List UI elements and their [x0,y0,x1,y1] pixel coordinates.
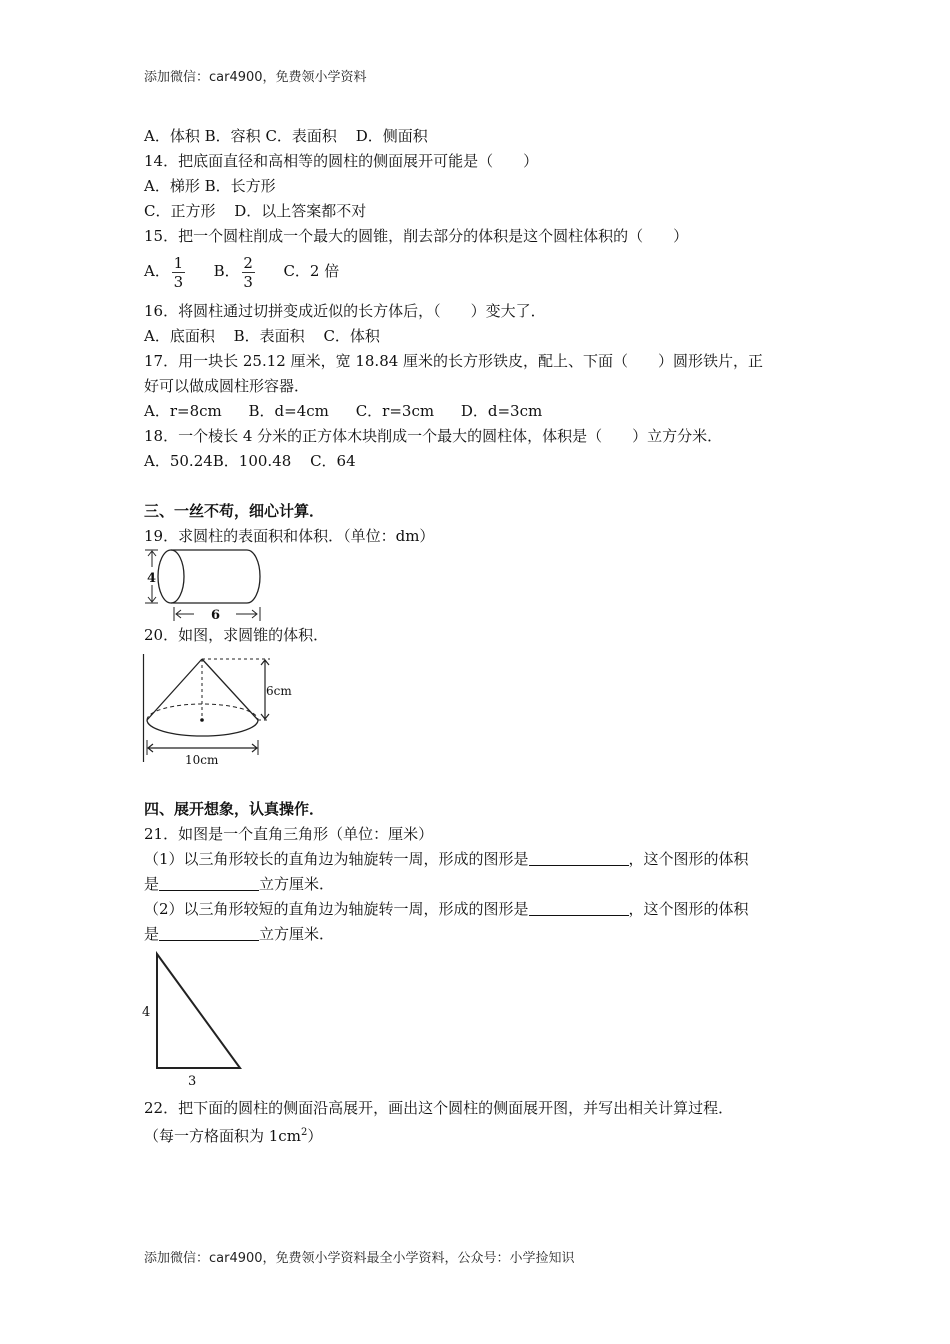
fraction-numerator: 1 [173,253,184,272]
q16-options [144,326,380,346]
q20-stem: 20．如图，求圆锥的体积． [144,626,329,644]
q17-option-b: B．d=4cm [248,402,329,420]
q21-stem: 21．如图是一个直角三角形（单位：厘米） [144,825,434,843]
q15-option-a-fraction [172,255,185,290]
q15-option-a-label: A． [144,262,170,280]
q13-option-c: C．表面积 [265,127,337,145]
q16-stem: 16．将圆柱通过切拼变成近似的长方体后，（ ）变大了． [144,302,546,320]
section-3-title: 三、一丝不苟，细心计算． [144,502,325,520]
q16-option-a: A．底面积 [144,327,215,345]
q14-options-row1 [144,176,276,196]
q13-option-b: B．容积 [204,127,261,145]
q17-stem-line1: 17．用一块长 25.12 厘米，宽 18.84 厘米的长方形铁皮，配上、下面（ ）圆形铁片，正 [144,352,764,370]
q13-options [144,126,428,146]
page-footer: 添加微信：car4900，免费领小学资料最全小学资料，公众号：小学捡知识 [144,1251,575,1266]
q21-part2-shape-blank[interactable] [529,900,629,916]
q22-stem: 22．把下面的圆柱的侧面沿高展开，画出这个圆柱的侧面展开图，并写出相关计算过程． [144,1099,734,1117]
q14-option-a: A．梯形 [144,177,200,195]
q19-height-label: 4 [147,571,157,586]
q21-part1-text: （1）以三角形较长的直角边为轴旋转一周，形成的图形是 [144,850,529,868]
q19-length-label: 6 [211,608,221,623]
q21-part2-volume-blank[interactable] [159,925,259,941]
q15-option-c: C．2 倍 [283,262,340,280]
q21-part1-line1 [144,849,749,869]
q20-cone-figure [142,654,302,766]
q14-option-d: D．以上答案都不对 [234,202,367,220]
q21-long-leg-label: 4 [142,1005,151,1020]
fraction-denominator: 3 [173,272,184,291]
q13-option-a: A．体积 [144,127,200,145]
q21-part1-unit: 立方厘米． [259,875,335,893]
q22-note-close: ） [307,1127,323,1145]
q16-option-c: C．体积 [323,327,380,345]
q21-part2-text: （2）以三角形较短的直角边为轴旋转一周，形成的图形是 [144,900,529,918]
q15-option-b-label: B． [213,262,240,280]
q18-options [144,451,356,471]
q17-option-c: C．r=3cm [355,402,435,420]
q16-option-b: B．表面积 [233,327,305,345]
fraction-denominator: 3 [243,272,253,291]
q21-part2-unit: 立方厘米． [259,925,335,943]
q14-options-row2 [144,201,366,221]
q13-option-d: D．侧面积 [355,127,428,145]
q17-option-a: A．r=8cm [144,402,222,420]
q14-stem: 14．把底面直径和高相等的圆柱的侧面展开可能是（ ） [144,152,539,170]
q18-option-c: C．64 [310,452,356,470]
section-4-title: 四、展开想象，认真操作． [144,800,325,818]
q22-note [144,1123,322,1146]
q22-note-text: （每一方格面积为 1cm [144,1127,301,1145]
q21-part1-volume-blank[interactable] [159,875,259,891]
q21-part1-line2 [144,874,334,894]
q19-stem: 19．求圆柱的表面积和体积．（单位：dm） [144,527,435,545]
q21-part2-line2 [144,924,334,944]
q19-cylinder-figure [143,547,268,623]
q21-short-leg-label: 3 [188,1074,197,1089]
q18-option-b: B．100.48 [212,452,292,470]
q14-option-c: C．正方形 [144,202,216,220]
q15-stem: 15．把一个圆柱削成一个最大的圆锥，削去部分的体积是这个圆柱体积的（ ） [144,227,689,245]
page-header: 添加微信：car4900，免费领小学资料 [144,70,367,85]
q21-part2-text-2: 是 [144,925,160,943]
q14-option-b: B．长方形 [204,177,276,195]
q21-triangle-figure [140,950,250,1090]
q20-diameter-label: 10cm [185,753,219,766]
q22-note-superscript: 2 [300,1127,308,1138]
q18-option-a: A．50.24 [144,452,213,470]
q17-options [144,401,542,421]
q21-part2-line1 [144,899,749,919]
q21-part2-text-cont: ，这个图形的体积 [628,900,749,918]
q18-stem: 18．一个棱长 4 分米的正方体木块削成一个最大的圆柱体，体积是（ ）立方分米． [144,427,723,445]
q21-part1-shape-blank[interactable] [529,850,629,866]
q17-stem-line2: 好可以做成圆柱形容器． [144,377,310,395]
q21-part1-text-cont: ，这个图形的体积 [628,850,749,868]
q20-height-label: 6cm [266,684,292,698]
q21-part1-text-2: 是 [144,875,160,893]
fraction-numerator: 2 [243,253,253,272]
q15-options [144,252,339,290]
q17-option-d: D．d=3cm [460,402,543,420]
q15-option-b-fraction [242,255,255,290]
